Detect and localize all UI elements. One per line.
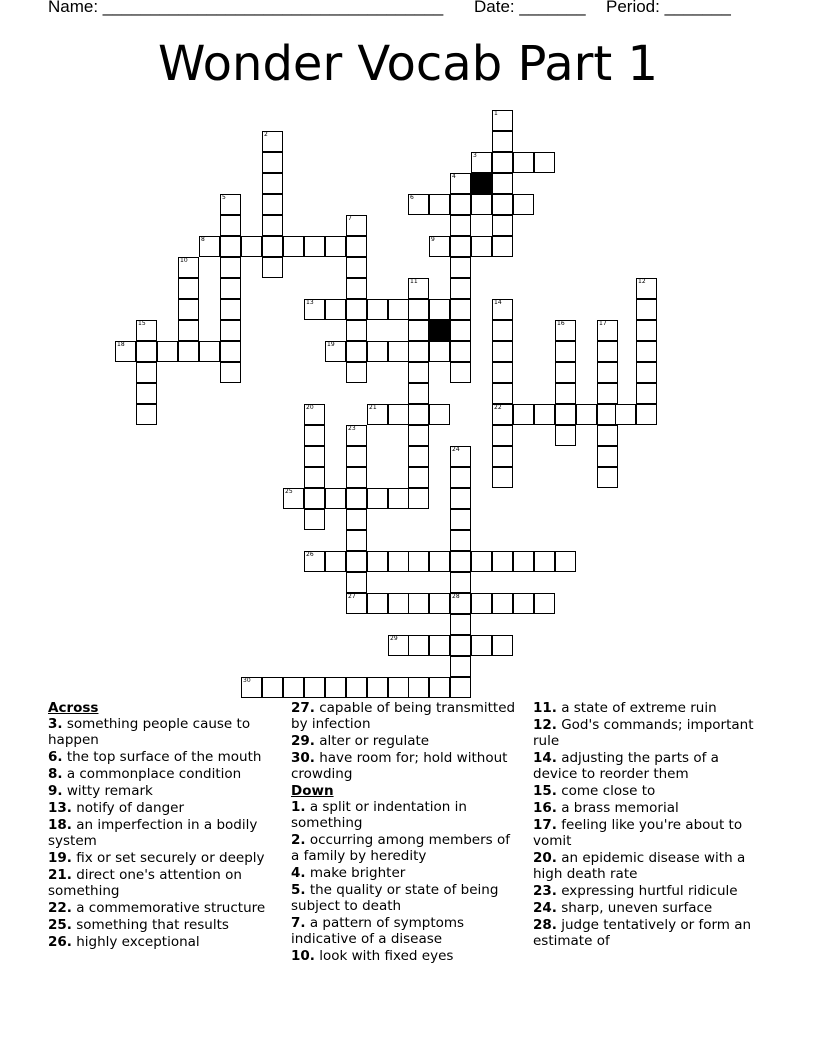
crossword-cell[interactable] — [220, 299, 241, 320]
crossword-cell[interactable] — [534, 551, 555, 572]
clue-text: witty remark — [62, 783, 153, 799]
clue-number-label: 23 — [348, 425, 356, 432]
clue-number-label: 21 — [369, 404, 377, 411]
clue-number: 12. — [533, 717, 557, 733]
period-field[interactable]: Period: _______ — [606, 0, 731, 16]
clue-number: 29. — [291, 733, 315, 749]
clue-text: a commonplace condition — [62, 766, 242, 782]
clue-text: a brass memorial — [556, 800, 679, 816]
crossword-cell[interactable] — [367, 677, 388, 698]
crossword-cell[interactable] — [388, 404, 409, 425]
clue-item — [533, 700, 765, 716]
crossword-cell[interactable] — [534, 593, 555, 614]
crossword-cell[interactable] — [429, 551, 450, 572]
clue-number-label: 27 — [348, 593, 356, 600]
crossword-cell[interactable] — [325, 488, 346, 509]
clue-number-label: 24 — [452, 446, 460, 453]
clue-number: 19. — [48, 850, 72, 866]
clue-number: 21. — [48, 867, 72, 883]
clue-number-label: 22 — [494, 404, 502, 411]
clue-text: something that results — [71, 917, 229, 933]
clue-item — [48, 900, 276, 916]
crossword-cell[interactable] — [429, 635, 450, 656]
crossword-cell[interactable] — [450, 236, 471, 257]
crossword-cell[interactable] — [429, 194, 450, 215]
clue-text: a pattern of symptoms indicative of a disease — [291, 915, 465, 947]
clue-number-label: 25 — [285, 488, 293, 495]
crossword-cell[interactable] — [346, 572, 367, 593]
crossword-cell[interactable] — [450, 488, 471, 509]
crossword-block-cell — [429, 320, 450, 341]
clue-number-label: 15 — [138, 320, 146, 327]
crossword-cell[interactable] — [429, 593, 450, 614]
crossword-cell[interactable] — [492, 320, 513, 341]
crossword-cell[interactable] — [325, 236, 346, 257]
crossword-cell[interactable] — [304, 488, 325, 509]
clue-text: the top surface of the mouth — [62, 749, 262, 765]
crossword-cell[interactable] — [408, 488, 429, 509]
crossword-cell[interactable] — [178, 299, 199, 320]
crossword-cell[interactable] — [471, 635, 492, 656]
crossword-cell[interactable] — [408, 320, 429, 341]
clue-item — [533, 883, 765, 899]
crossword-cell[interactable] — [492, 236, 513, 257]
clue-text: have room for; hold without crowding — [291, 750, 508, 782]
clue-number: 18. — [48, 817, 72, 833]
crossword-cell[interactable] — [492, 173, 513, 194]
clue-text: a split or indentation in something — [291, 799, 467, 831]
clue-number: 10. — [291, 948, 315, 964]
clue-number: 28. — [533, 917, 557, 933]
crossword-cell[interactable] — [513, 593, 534, 614]
crossword-cell[interactable] — [304, 509, 325, 530]
clue-text: notify of danger — [71, 800, 184, 816]
clue-text: expressing hurtful ridicule — [556, 883, 738, 899]
crossword-cell[interactable] — [450, 257, 471, 278]
crossword-cell[interactable] — [346, 320, 367, 341]
crossword-cell[interactable] — [178, 278, 199, 299]
clue-number-label: 14 — [494, 299, 502, 306]
clue-number-label: 17 — [599, 320, 607, 327]
crossword-cell[interactable] — [408, 551, 429, 572]
clue-number: 5. — [291, 882, 306, 898]
clue-number: 27. — [291, 700, 315, 716]
crossword-cell[interactable] — [304, 425, 325, 446]
crossword-cell[interactable] — [636, 320, 657, 341]
crossword-cell[interactable] — [220, 236, 241, 257]
crossword-cell[interactable] — [346, 278, 367, 299]
crossword-cell[interactable] — [304, 677, 325, 698]
clue-number: 30. — [291, 750, 315, 766]
clue-item — [48, 783, 276, 799]
crossword-cell[interactable] — [408, 593, 429, 614]
crossword-cell[interactable] — [450, 677, 471, 698]
clue-number: 25. — [48, 917, 72, 933]
clue-number-label: 3 — [473, 152, 477, 159]
crossword-cell[interactable] — [450, 635, 471, 656]
clue-item — [48, 917, 276, 933]
clue-number: 2. — [291, 832, 306, 848]
clue-item — [291, 700, 519, 732]
crossword-cell[interactable] — [492, 152, 513, 173]
crossword-cell[interactable] — [513, 194, 534, 215]
clue-number: 15. — [533, 783, 557, 799]
clue-text: occurring among members of a family by heredity — [291, 832, 510, 864]
crossword-cell[interactable] — [450, 341, 471, 362]
crossword-cell[interactable] — [450, 656, 471, 677]
clue-number-label: 7 — [348, 215, 352, 222]
clue-number: 20. — [533, 850, 557, 866]
crossword-cell[interactable] — [136, 383, 157, 404]
crossword-cell[interactable] — [555, 551, 576, 572]
crossword-cell[interactable] — [492, 341, 513, 362]
crossword-cell[interactable] — [450, 215, 471, 236]
crossword-cell[interactable] — [636, 404, 657, 425]
crossword-cell[interactable] — [513, 551, 534, 572]
clue-number-label: 11 — [410, 278, 418, 285]
clue-item — [291, 865, 519, 881]
crossword-cell[interactable] — [220, 362, 241, 383]
crossword-cell[interactable] — [157, 341, 178, 362]
clue-item — [533, 783, 765, 799]
clue-item — [291, 882, 519, 914]
date-field[interactable]: Date: _______ — [474, 0, 586, 16]
crossword-cell[interactable] — [492, 131, 513, 152]
clue-item — [533, 917, 765, 949]
name-field[interactable]: Name: ____________________________________ — [48, 0, 444, 16]
crossword-cell[interactable] — [241, 236, 262, 257]
crossword-cell[interactable] — [136, 404, 157, 425]
crossword-cell[interactable] — [450, 320, 471, 341]
clue-number-label: 12 — [638, 278, 646, 285]
crossword-cell[interactable] — [262, 152, 283, 173]
clue-number: 7. — [291, 915, 306, 931]
clue-text: adjusting the parts of a device to reorder them — [533, 750, 719, 782]
clue-number-label: 19 — [327, 341, 335, 348]
crossword-cell[interactable] — [262, 215, 283, 236]
crossword-cell[interactable] — [136, 341, 157, 362]
crossword-cell[interactable] — [408, 404, 429, 425]
clue-number: 11. — [533, 700, 557, 716]
crossword-cell[interactable] — [262, 677, 283, 698]
crossword-cell[interactable] — [534, 152, 555, 173]
crossword-cell[interactable] — [136, 362, 157, 383]
clue-number: 23. — [533, 883, 557, 899]
crossword-cell[interactable] — [346, 299, 367, 320]
clue-item — [48, 800, 276, 816]
crossword-cell[interactable] — [597, 341, 618, 362]
clue-text: an imperfection in a bodily system — [48, 817, 258, 849]
crossword-cell[interactable] — [346, 509, 367, 530]
crossword-cell[interactable] — [408, 425, 429, 446]
crossword-cell[interactable] — [408, 467, 429, 488]
crossword-cell[interactable] — [388, 488, 409, 509]
crossword-cell[interactable] — [450, 572, 471, 593]
clue-item — [533, 850, 765, 882]
crossword-cell[interactable] — [220, 320, 241, 341]
crossword-cell[interactable] — [220, 257, 241, 278]
crossword-cell[interactable] — [513, 152, 534, 173]
crossword-cell[interactable] — [429, 299, 450, 320]
crossword-cell[interactable] — [367, 488, 388, 509]
across-heading: Across — [48, 700, 99, 716]
clue-number-label: 29 — [390, 635, 398, 642]
clue-text: look with fixed eyes — [314, 948, 454, 964]
clue-item — [291, 948, 519, 964]
clue-number-label: 30 — [243, 677, 251, 684]
clue-item — [533, 717, 765, 749]
crossword-cell[interactable] — [262, 194, 283, 215]
clue-number: 4. — [291, 865, 306, 881]
clue-item — [533, 900, 765, 916]
clue-number-label: 13 — [306, 299, 314, 306]
crossword-cell[interactable] — [388, 551, 409, 572]
clue-item — [48, 716, 276, 748]
crossword-cell[interactable] — [367, 341, 388, 362]
clue-number-label: 10 — [180, 257, 188, 264]
clue-text: make brighter — [305, 865, 406, 881]
crossword-cell[interactable] — [492, 383, 513, 404]
crossword-cell[interactable] — [555, 404, 576, 425]
clue-number: 9. — [48, 783, 63, 799]
down-clue-list-continued — [533, 700, 765, 949]
clue-item — [291, 915, 519, 947]
clue-number: 1. — [291, 799, 306, 815]
crossword-cell[interactable] — [388, 593, 409, 614]
clue-text: the quality or state of being subject to death — [291, 882, 499, 914]
crossword-cell[interactable] — [492, 362, 513, 383]
clue-number-label: 26 — [306, 551, 314, 558]
crossword-cell[interactable] — [492, 551, 513, 572]
clue-number-label: 6 — [410, 194, 414, 201]
clue-item — [48, 850, 276, 866]
clue-number: 22. — [48, 900, 72, 916]
clue-text: a state of extreme ruin — [556, 700, 717, 716]
clue-text: an epidemic disease with a high death rate — [533, 850, 746, 882]
crossword-block-cell — [471, 173, 492, 194]
crossword-cell[interactable] — [597, 446, 618, 467]
crossword-cell[interactable] — [450, 551, 471, 572]
crossword-cell[interactable] — [367, 593, 388, 614]
crossword-cell[interactable] — [597, 383, 618, 404]
clue-number: 14. — [533, 750, 557, 766]
clue-item — [48, 867, 276, 899]
crossword-cell[interactable] — [304, 467, 325, 488]
crossword-cell[interactable] — [408, 299, 429, 320]
clue-number-label: 1 — [494, 110, 498, 117]
crossword-cell[interactable] — [429, 404, 450, 425]
crossword-cell[interactable] — [199, 341, 220, 362]
crossword-cell[interactable] — [429, 677, 450, 698]
clue-text: highly exceptional — [71, 934, 200, 950]
clue-text: feeling like you're about to vomit — [533, 817, 743, 849]
clue-number: 13. — [48, 800, 72, 816]
crossword-cell[interactable] — [513, 404, 534, 425]
clue-text: a commemorative structure — [71, 900, 266, 916]
clue-text: God's commands; important rule — [533, 717, 754, 749]
clue-item — [48, 766, 276, 782]
clue-number: 16. — [533, 800, 557, 816]
crossword-cell[interactable] — [346, 551, 367, 572]
crossword-cell[interactable] — [555, 341, 576, 362]
crossword-cell[interactable] — [636, 299, 657, 320]
crossword-cell[interactable] — [220, 341, 241, 362]
crossword-cell[interactable] — [450, 299, 471, 320]
crossword-cell[interactable] — [178, 341, 199, 362]
crossword-cell[interactable] — [471, 551, 492, 572]
crossword-cell[interactable] — [636, 341, 657, 362]
clue-item — [533, 750, 765, 782]
crossword-cell[interactable] — [408, 677, 429, 698]
clue-number-label: 28 — [452, 593, 460, 600]
crossword-cell[interactable] — [304, 236, 325, 257]
crossword-cell[interactable] — [388, 299, 409, 320]
clue-number-label: 8 — [201, 236, 205, 243]
crossword-cell[interactable] — [178, 320, 199, 341]
crossword-cell[interactable] — [346, 341, 367, 362]
crossword-cell[interactable] — [346, 446, 367, 467]
clue-item — [291, 750, 519, 782]
crossword-cell[interactable] — [492, 635, 513, 656]
crossword-cell[interactable] — [346, 236, 367, 257]
clue-item — [48, 749, 276, 765]
crossword-cell[interactable] — [471, 194, 492, 215]
crossword-cell[interactable] — [429, 341, 450, 362]
clue-number: 3. — [48, 716, 63, 732]
crossword-cell[interactable] — [597, 467, 618, 488]
crossword-cell[interactable] — [283, 236, 304, 257]
crossword-cell[interactable] — [408, 383, 429, 404]
crossword-cell[interactable] — [492, 593, 513, 614]
crossword-cell[interactable] — [220, 215, 241, 236]
crossword-cell[interactable] — [283, 677, 304, 698]
across-clue-list — [48, 716, 276, 950]
crossword-cell[interactable] — [597, 425, 618, 446]
crossword-cell[interactable] — [555, 383, 576, 404]
clue-number-label: 18 — [117, 341, 125, 348]
clue-item — [48, 934, 276, 950]
crossword-cell[interactable] — [262, 236, 283, 257]
crossword-cell[interactable] — [367, 551, 388, 572]
crossword-cell[interactable] — [450, 194, 471, 215]
crossword-cell[interactable] — [346, 362, 367, 383]
crossword-cell[interactable] — [388, 677, 409, 698]
crossword-cell[interactable] — [367, 299, 388, 320]
crossword-cell[interactable] — [597, 362, 618, 383]
clue-number-label: 9 — [431, 236, 435, 243]
crossword-cell[interactable] — [388, 341, 409, 362]
crossword-cell[interactable] — [220, 278, 241, 299]
down-heading: Down — [291, 783, 334, 799]
crossword-cell[interactable] — [471, 593, 492, 614]
clue-item — [533, 800, 765, 816]
clue-number: 17. — [533, 817, 557, 833]
crossword-cell[interactable] — [636, 362, 657, 383]
crossword-cell[interactable] — [615, 404, 636, 425]
crossword-cell[interactable] — [408, 341, 429, 362]
clue-number: 8. — [48, 766, 63, 782]
crossword-cell[interactable] — [450, 614, 471, 635]
clue-text: fix or set securely or deeply — [71, 850, 265, 866]
crossword-cell[interactable] — [408, 635, 429, 656]
crossword-cell[interactable] — [450, 509, 471, 530]
down-clue-list — [291, 799, 519, 964]
clue-number-label: 4 — [452, 173, 456, 180]
crossword-cell[interactable] — [636, 383, 657, 404]
clue-item — [291, 832, 519, 864]
clue-number-label: 20 — [306, 404, 314, 411]
crossword-cell[interactable] — [325, 299, 346, 320]
clue-text: sharp, uneven surface — [556, 900, 713, 916]
crossword-cell[interactable] — [325, 551, 346, 572]
clue-text: judge tentatively or form an estimate of — [533, 917, 752, 949]
clue-number: 24. — [533, 900, 557, 916]
clue-text: come close to — [556, 783, 656, 799]
clues-column-3 — [533, 700, 765, 950]
clue-item — [48, 817, 276, 849]
clue-text: capable of being transmitted by infection — [291, 700, 516, 732]
crossword-cell[interactable] — [576, 404, 597, 425]
clue-text: something people cause to happen — [48, 716, 251, 748]
crossword-cell[interactable] — [534, 404, 555, 425]
crossword-cell[interactable] — [262, 173, 283, 194]
crossword-cell[interactable] — [450, 362, 471, 383]
crossword-cell[interactable] — [346, 467, 367, 488]
crossword-cell[interactable] — [450, 467, 471, 488]
clues-column-1 — [48, 700, 276, 951]
crossword-cell[interactable] — [262, 257, 283, 278]
clue-text: direct one's attention on something — [48, 867, 242, 899]
crossword-cell[interactable] — [346, 677, 367, 698]
clue-number-label: 5 — [222, 194, 226, 201]
crossword-cell[interactable] — [450, 530, 471, 551]
crossword-cell[interactable] — [346, 530, 367, 551]
clue-number: 6. — [48, 749, 63, 765]
page-title: Wonder Vocab Part 1 — [158, 36, 658, 92]
clue-number: 26. — [48, 934, 72, 950]
clues-column-2 — [291, 700, 519, 965]
crossword-cell[interactable] — [492, 467, 513, 488]
clue-number-label: 16 — [557, 320, 565, 327]
crossword-cell[interactable] — [450, 278, 471, 299]
clue-number-label: 2 — [264, 131, 268, 138]
crossword-cell[interactable] — [492, 194, 513, 215]
clue-text: alter or regulate — [314, 733, 430, 749]
across-clue-list-continued — [291, 700, 519, 782]
crossword-cell[interactable] — [346, 257, 367, 278]
crossword-cell[interactable] — [492, 215, 513, 236]
crossword-cell[interactable] — [325, 677, 346, 698]
crossword-cell[interactable] — [555, 362, 576, 383]
crossword-cell[interactable] — [408, 446, 429, 467]
clue-item — [291, 799, 519, 831]
crossword-cell[interactable] — [492, 446, 513, 467]
crossword-cell[interactable] — [555, 425, 576, 446]
crossword-cell[interactable] — [492, 425, 513, 446]
crossword-cell[interactable] — [304, 446, 325, 467]
crossword-cell[interactable] — [346, 488, 367, 509]
clue-item — [291, 733, 519, 749]
clue-item — [533, 817, 765, 849]
crossword-cell[interactable] — [408, 362, 429, 383]
crossword-cell[interactable] — [471, 236, 492, 257]
